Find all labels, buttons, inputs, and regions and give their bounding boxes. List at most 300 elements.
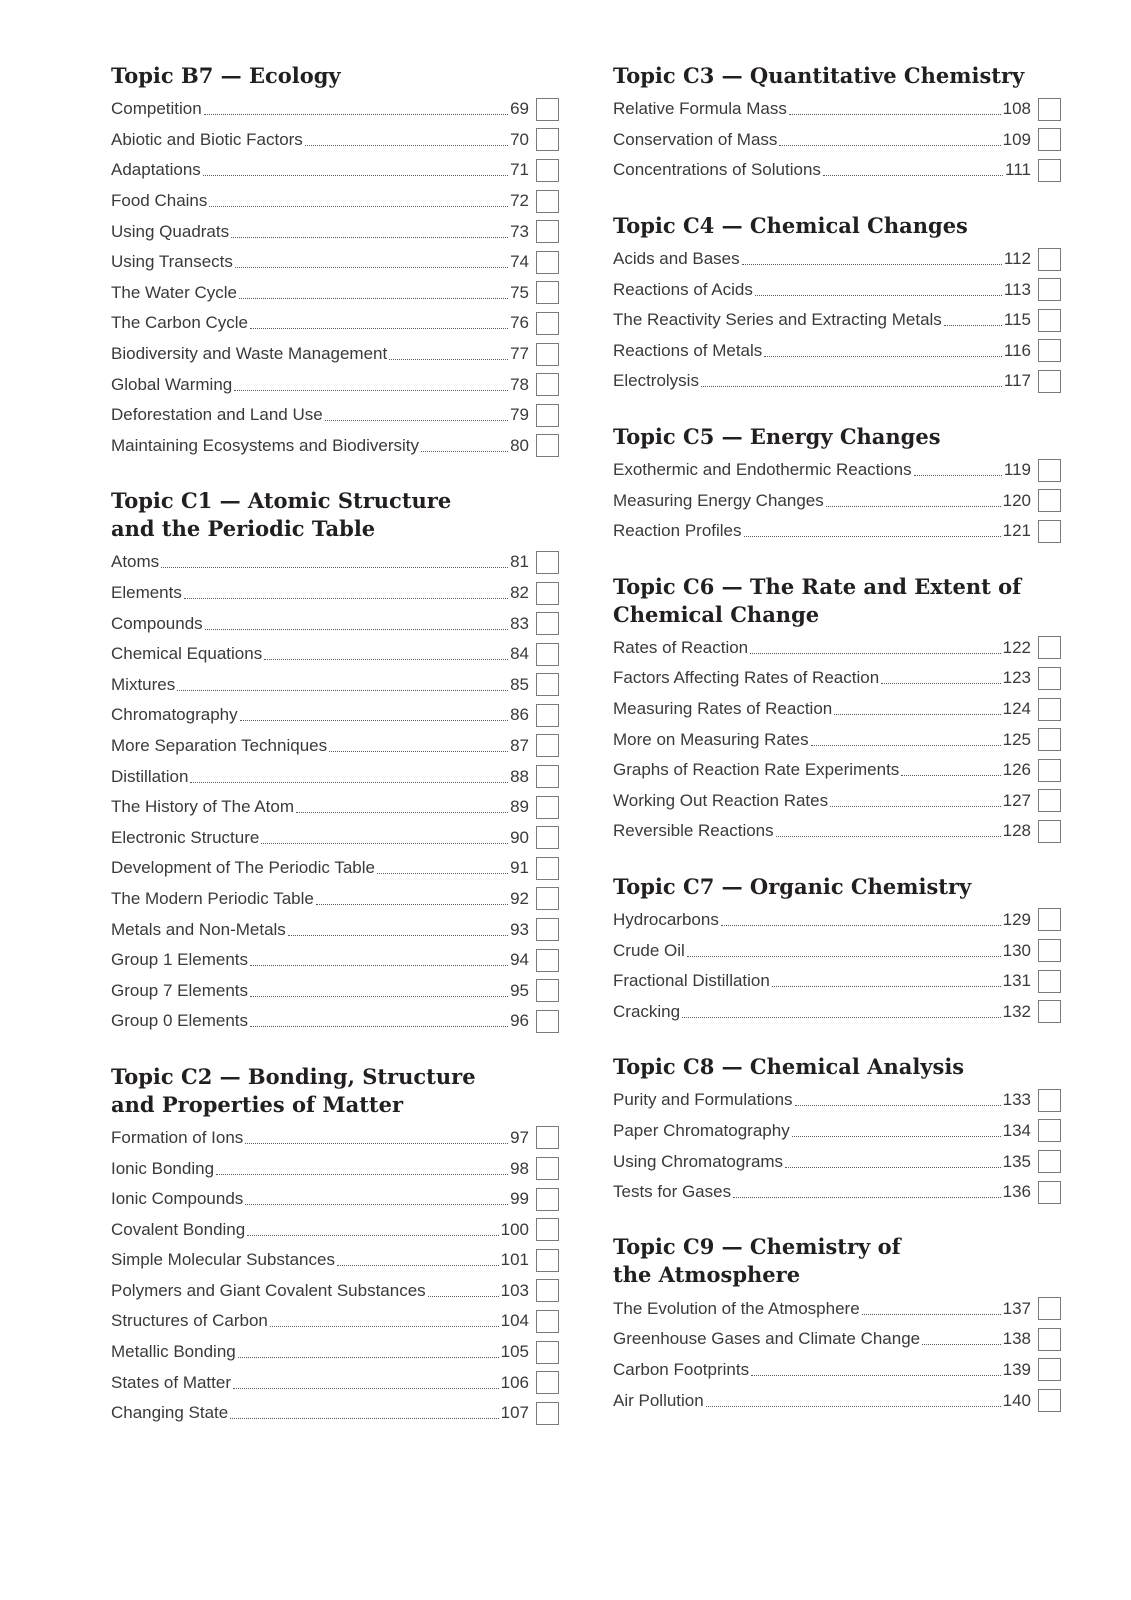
tick-box[interactable] xyxy=(536,128,559,151)
contents-entry-the-carbon-cycle xyxy=(111,308,559,339)
contents-entry-chromatography xyxy=(111,700,559,731)
dot-leader xyxy=(830,805,1001,807)
entry-title: Exothermic and Endothermic Reactions xyxy=(613,460,912,480)
entry-title: Electrolysis xyxy=(613,371,699,391)
tick-box[interactable] xyxy=(536,612,559,635)
contents-entry-purity-and-formulations xyxy=(613,1085,1061,1116)
tick-box[interactable] xyxy=(536,1341,559,1364)
tick-box[interactable] xyxy=(1038,1328,1061,1351)
entry-title: Global Warming xyxy=(111,374,233,394)
page-number: 83 xyxy=(510,613,529,633)
tick-box[interactable] xyxy=(1038,636,1061,659)
dot-leader xyxy=(239,297,508,299)
tick-box[interactable] xyxy=(536,1188,559,1211)
tick-box[interactable] xyxy=(536,551,559,574)
page-number: 87 xyxy=(510,735,529,755)
topic-heading-line: Topic C3 — Quantitative Chemistry xyxy=(613,63,1025,88)
dot-leader xyxy=(329,750,508,752)
page-number: 115 xyxy=(1003,310,1031,330)
dot-leader xyxy=(238,1356,499,1358)
dot-leader xyxy=(755,294,1002,296)
tick-box[interactable] xyxy=(536,979,559,1002)
contents-entry-metals-and-non-metals xyxy=(111,914,559,945)
tick-box[interactable] xyxy=(1038,339,1061,362)
topic-heading-line: Topic C2 — Bonding, Structure xyxy=(111,1063,476,1089)
tick-box[interactable] xyxy=(1038,667,1061,690)
tick-box[interactable] xyxy=(536,673,559,696)
page-number: 121 xyxy=(1002,521,1031,541)
tick-box[interactable] xyxy=(536,734,559,757)
page-number: 129 xyxy=(1002,909,1031,929)
entry-title: Conservation of Mass xyxy=(613,129,778,149)
contents-entry-using-quadrats xyxy=(111,216,559,247)
tick-box[interactable] xyxy=(536,1310,559,1333)
tick-box[interactable] xyxy=(536,796,559,819)
page-number: 72 xyxy=(510,191,529,211)
entry-title: Relative Formula Mass xyxy=(613,99,787,119)
entry-title: Rates of Reaction xyxy=(613,637,749,657)
page-number: 92 xyxy=(510,888,529,908)
topic-heading-line: the Atmosphere xyxy=(613,1262,801,1288)
topic-heading-line: Topic C5 — Energy Changes xyxy=(613,423,941,449)
tick-box[interactable] xyxy=(536,159,559,182)
entry-title: Reversible Reactions xyxy=(613,821,774,841)
page-number: 77 xyxy=(510,344,529,364)
dot-leader xyxy=(337,1264,499,1266)
tick-box[interactable] xyxy=(1038,489,1061,512)
entry-title: Purity and Formulations xyxy=(613,1090,793,1110)
dot-leader xyxy=(250,1025,508,1027)
page-number: 73 xyxy=(510,221,529,241)
topic-heading xyxy=(613,62,1061,90)
entry-title: More on Measuring Rates xyxy=(613,729,809,749)
left-column xyxy=(111,62,559,1455)
entry-title: Structures of Carbon xyxy=(111,1311,268,1331)
contents-entry-reactions-of-acids xyxy=(613,274,1061,305)
entry-title: Adaptations xyxy=(111,160,201,180)
tick-box[interactable] xyxy=(536,857,559,880)
tick-box[interactable] xyxy=(1038,278,1061,301)
page-number: 76 xyxy=(510,313,529,333)
contents-entry-hydrocarbons xyxy=(613,905,1061,936)
contents-entry-fractional-distillation xyxy=(613,966,1061,997)
topic-section xyxy=(613,62,1061,186)
dot-leader xyxy=(264,658,508,660)
tick-box[interactable] xyxy=(1038,1089,1061,1112)
page-number: 106 xyxy=(500,1372,529,1392)
tick-box[interactable] xyxy=(1038,759,1061,782)
tick-box[interactable] xyxy=(1038,159,1061,182)
page-number: 125 xyxy=(1002,729,1031,749)
tick-box[interactable] xyxy=(536,190,559,213)
contents-entry-formation-of-ions xyxy=(111,1123,559,1154)
tick-box[interactable] xyxy=(536,1218,559,1241)
contents-entry-air-pollution xyxy=(613,1385,1061,1416)
contents-entry-greenhouse-gases-and-climate-change xyxy=(613,1324,1061,1355)
contents-entry-using-transects xyxy=(111,247,559,278)
dot-leader xyxy=(733,1196,1001,1198)
entry-title: Deforestation and Land Use xyxy=(111,405,323,425)
contents-entry-rates-of-reaction xyxy=(613,633,1061,664)
tick-box[interactable] xyxy=(1038,1358,1061,1381)
tick-box[interactable] xyxy=(536,434,559,457)
topic-section xyxy=(613,573,1061,847)
dot-leader xyxy=(250,327,508,329)
dot-leader xyxy=(247,1234,498,1236)
dot-leader xyxy=(776,835,1001,837)
dot-leader xyxy=(428,1295,499,1297)
topic-section xyxy=(111,62,559,461)
contents-entry-food-chains xyxy=(111,186,559,217)
tick-box[interactable] xyxy=(536,312,559,335)
page-number: 85 xyxy=(510,674,529,694)
page-number: 120 xyxy=(1002,490,1031,510)
dot-leader xyxy=(421,450,508,452)
topic-section xyxy=(613,1233,1061,1415)
tick-box[interactable] xyxy=(1038,908,1061,931)
entry-title: Fractional Distillation xyxy=(613,971,770,991)
entry-title: Using Transects xyxy=(111,252,233,272)
dot-leader xyxy=(296,811,508,813)
topic-heading xyxy=(111,1063,559,1119)
page-number: 81 xyxy=(510,552,529,572)
dot-leader xyxy=(161,566,508,568)
contents-entry-carbon-footprints xyxy=(613,1355,1061,1386)
tick-box[interactable] xyxy=(536,1279,559,1302)
topic-heading-line: and the Periodic Table xyxy=(111,516,376,542)
dot-leader xyxy=(231,236,508,238)
topic-section xyxy=(613,423,1061,547)
dot-leader xyxy=(785,1166,1001,1168)
entry-title: Formation of Ions xyxy=(111,1127,244,1147)
entry-title: Group 7 Elements xyxy=(111,980,249,1000)
topic-heading xyxy=(613,573,1061,629)
page-number: 82 xyxy=(510,583,529,603)
dot-leader xyxy=(914,474,1002,476)
contents-entry-cracking xyxy=(613,996,1061,1027)
contents-entry-covalent-bonding xyxy=(111,1214,559,1245)
dot-leader xyxy=(687,955,1001,957)
contents-entry-measuring-rates-of-reaction xyxy=(613,694,1061,725)
tick-box[interactable] xyxy=(1038,1119,1061,1142)
entry-title: Maintaining Ecosystems and Biodiversity xyxy=(111,435,420,455)
entry-title: Reactions of Metals xyxy=(613,340,763,360)
dot-leader xyxy=(792,1135,1001,1137)
dot-leader xyxy=(377,872,508,874)
dot-leader xyxy=(744,535,1001,537)
dot-leader xyxy=(270,1325,499,1327)
dot-leader xyxy=(789,113,1001,115)
entry-title: Biodiversity and Waste Management xyxy=(111,344,388,364)
entry-title: Reaction Profiles xyxy=(613,521,742,541)
contents-entry-adaptations xyxy=(111,155,559,186)
dot-leader xyxy=(233,1387,499,1389)
contents-entry-electrolysis xyxy=(613,366,1061,397)
topic-section xyxy=(111,487,559,1037)
tick-box[interactable] xyxy=(1038,1150,1061,1173)
entry-title: Simple Molecular Substances xyxy=(111,1250,335,1270)
tick-box[interactable] xyxy=(536,1157,559,1180)
contents-entry-more-on-measuring-rates xyxy=(613,724,1061,755)
tick-box[interactable] xyxy=(536,765,559,788)
tick-box[interactable] xyxy=(536,251,559,274)
entry-title: Air Pollution xyxy=(613,1390,704,1410)
contents-entry-group-7-elements xyxy=(111,975,559,1006)
tick-box[interactable] xyxy=(1038,820,1061,843)
topic-section xyxy=(613,873,1061,1027)
tick-box[interactable] xyxy=(536,582,559,605)
entry-title: Electronic Structure xyxy=(111,827,260,847)
dot-leader xyxy=(261,842,508,844)
tick-box[interactable] xyxy=(1038,370,1061,393)
page-number: 88 xyxy=(510,766,529,786)
contents-entry-tests-for-gases xyxy=(613,1177,1061,1208)
entry-title: More Separation Techniques xyxy=(111,735,328,755)
dot-leader xyxy=(772,985,1001,987)
entry-title: Development of The Periodic Table xyxy=(111,858,375,878)
contents-entry-changing-state xyxy=(111,1398,559,1429)
page-number: 78 xyxy=(510,374,529,394)
page-number: 99 xyxy=(510,1189,529,1209)
dot-leader xyxy=(325,419,508,421)
tick-box[interactable] xyxy=(1038,1000,1061,1023)
page-number: 138 xyxy=(1002,1329,1031,1349)
topic-heading-line: Topic C9 — Chemistry of xyxy=(613,1234,901,1260)
contents-entry-more-separation-techniques xyxy=(111,731,559,762)
tick-box[interactable] xyxy=(1038,98,1061,121)
dot-leader xyxy=(922,1343,1000,1345)
tick-box[interactable] xyxy=(1038,309,1061,332)
page-number: 139 xyxy=(1002,1359,1031,1379)
page-number: 103 xyxy=(500,1280,529,1300)
page-number: 122 xyxy=(1002,637,1031,657)
entry-title: States of Matter xyxy=(111,1372,231,1392)
entry-title: Concentrations of Solutions xyxy=(613,160,821,180)
dot-leader xyxy=(701,385,1002,387)
topic-heading-line: Topic C6 — The Rate and Extent of xyxy=(613,573,1022,599)
dot-leader xyxy=(209,205,508,207)
entry-title: Measuring Energy Changes xyxy=(613,490,824,510)
entry-title: The Modern Periodic Table xyxy=(111,888,314,908)
dot-leader xyxy=(764,355,1002,357)
tick-box[interactable] xyxy=(1038,728,1061,751)
dot-leader xyxy=(750,652,1000,654)
page-number: 108 xyxy=(1002,99,1031,119)
dot-leader xyxy=(316,903,508,905)
entry-title: Distillation xyxy=(111,766,189,786)
entry-title: The Reactivity Series and Extracting Metals xyxy=(613,310,942,330)
page-number: 100 xyxy=(500,1219,529,1239)
page-number: 136 xyxy=(1002,1182,1031,1202)
tick-box[interactable] xyxy=(536,98,559,121)
page-number: 101 xyxy=(500,1250,529,1270)
page-number: 131 xyxy=(1002,971,1031,991)
topic-section xyxy=(111,1063,559,1429)
entry-title: The Water Cycle xyxy=(111,282,237,302)
dot-leader xyxy=(250,995,508,997)
contents-entry-compounds xyxy=(111,608,559,639)
page-number: 128 xyxy=(1002,821,1031,841)
dot-leader xyxy=(834,713,1000,715)
contents-entry-group-1-elements xyxy=(111,945,559,976)
dot-leader xyxy=(721,924,1001,926)
tick-box[interactable] xyxy=(536,949,559,972)
tick-box[interactable] xyxy=(536,1249,559,1272)
dot-leader xyxy=(682,1016,1001,1018)
entry-title: Hydrocarbons xyxy=(613,909,719,929)
page-number: 113 xyxy=(1003,279,1031,299)
contents-entry-distillation xyxy=(111,761,559,792)
entry-title: Working Out Reaction Rates xyxy=(613,790,829,810)
entry-title: Reactions of Acids xyxy=(613,279,753,299)
topic-heading xyxy=(613,212,1061,240)
page-number: 104 xyxy=(500,1311,529,1331)
page-number: 75 xyxy=(510,282,529,302)
dot-leader xyxy=(389,358,508,360)
tick-box[interactable] xyxy=(536,1371,559,1394)
entry-title: Paper Chromatography xyxy=(613,1120,790,1140)
tick-box[interactable] xyxy=(536,704,559,727)
tick-box[interactable] xyxy=(536,281,559,304)
tick-box[interactable] xyxy=(536,887,559,910)
tick-box[interactable] xyxy=(536,220,559,243)
page-number: 80 xyxy=(510,435,529,455)
contents-entry-exothermic-and-endothermic-reactions xyxy=(613,455,1061,486)
contents-entry-reaction-profiles xyxy=(613,516,1061,547)
contents-entry-deforestation-and-land-use xyxy=(111,400,559,431)
page-number: 74 xyxy=(510,252,529,272)
tick-box[interactable] xyxy=(1038,698,1061,721)
tick-box[interactable] xyxy=(536,1126,559,1149)
contents-entry-abiotic-and-biotic-factors xyxy=(111,125,559,156)
dot-leader xyxy=(190,781,508,783)
dot-leader xyxy=(250,964,508,966)
contents-entry-the-modern-periodic-table xyxy=(111,884,559,915)
tick-box[interactable] xyxy=(536,826,559,849)
contents-entry-group-0-elements xyxy=(111,1006,559,1037)
contents-entry-the-water-cycle xyxy=(111,278,559,309)
tick-box[interactable] xyxy=(536,404,559,427)
entry-title: Acids and Bases xyxy=(613,249,740,269)
contents-entry-competition xyxy=(111,94,559,125)
page-number: 89 xyxy=(510,797,529,817)
page-number: 130 xyxy=(1002,940,1031,960)
tick-box[interactable] xyxy=(536,373,559,396)
page-number: 133 xyxy=(1002,1090,1031,1110)
entry-title: Ionic Compounds xyxy=(111,1189,244,1209)
contents-entry-chemical-equations xyxy=(111,639,559,670)
contents-entry-polymers-and-giant-covalent-substances xyxy=(111,1276,559,1307)
contents-entry-elements xyxy=(111,578,559,609)
tick-box[interactable] xyxy=(536,343,559,366)
dot-leader xyxy=(305,144,508,146)
page-number: 70 xyxy=(510,129,529,149)
page-number: 98 xyxy=(510,1158,529,1178)
page-number: 86 xyxy=(510,705,529,725)
dot-leader xyxy=(901,774,1000,776)
tick-box[interactable] xyxy=(1038,939,1061,962)
tick-box[interactable] xyxy=(1038,970,1061,993)
dot-leader xyxy=(235,266,508,268)
contents-entry-the-history-of-the-atom xyxy=(111,792,559,823)
topic-section xyxy=(613,212,1061,397)
tick-box[interactable] xyxy=(536,918,559,941)
page-number: 69 xyxy=(510,99,529,119)
dot-leader xyxy=(811,744,1001,746)
dot-leader xyxy=(204,113,508,115)
dot-leader xyxy=(862,1313,1001,1315)
topic-heading-line: Topic C8 — Chemical Analysis xyxy=(613,1054,965,1080)
entry-title: Covalent Bonding xyxy=(111,1219,246,1239)
dot-leader xyxy=(779,144,1000,146)
entry-title: Atoms xyxy=(111,552,160,572)
topic-heading-line: Topic B7 — Ecology xyxy=(111,63,341,88)
contents-entry-mixtures xyxy=(111,670,559,701)
tick-box[interactable] xyxy=(536,643,559,666)
contents-entry-states-of-matter xyxy=(111,1367,559,1398)
tick-box[interactable] xyxy=(1038,520,1061,543)
contents-entry-paper-chromatography xyxy=(613,1116,1061,1147)
dot-leader xyxy=(706,1405,1001,1407)
page-number: 124 xyxy=(1002,699,1031,719)
topic-heading-line: Topic C7 — Organic Chemistry xyxy=(613,873,972,899)
dot-leader xyxy=(216,1173,508,1175)
contents-entry-crude-oil xyxy=(613,935,1061,966)
contents-entry-maintaining-ecosystems-and-biodiversity xyxy=(111,431,559,462)
entry-title: Cracking xyxy=(613,1001,681,1021)
topic-heading-line: and Properties of Matter xyxy=(111,1091,404,1117)
tick-box[interactable] xyxy=(1038,248,1061,271)
dot-leader xyxy=(288,934,508,936)
page-number: 84 xyxy=(510,644,529,664)
contents-entry-ionic-bonding xyxy=(111,1153,559,1184)
tick-box[interactable] xyxy=(1038,459,1061,482)
page-number: 127 xyxy=(1002,790,1031,810)
tick-box[interactable] xyxy=(1038,128,1061,151)
page-number: 95 xyxy=(510,980,529,1000)
entry-title: The History of The Atom xyxy=(111,797,294,817)
dot-leader xyxy=(203,174,508,176)
contents-entry-metallic-bonding xyxy=(111,1337,559,1368)
entry-title: The Evolution of the Atmosphere xyxy=(613,1298,860,1318)
topic-heading xyxy=(111,62,559,90)
contents-entry-reactions-of-metals xyxy=(613,336,1061,367)
tick-box[interactable] xyxy=(1038,1297,1061,1320)
entry-title: Polymers and Giant Covalent Substances xyxy=(111,1280,426,1300)
contents-entry-working-out-reaction-rates xyxy=(613,786,1061,817)
page-number: 134 xyxy=(1002,1120,1031,1140)
dot-leader xyxy=(234,389,508,391)
contents-entry-conservation-of-mass xyxy=(613,125,1061,156)
entry-title: Crude Oil xyxy=(613,940,685,960)
dot-leader xyxy=(742,263,1002,265)
tick-box[interactable] xyxy=(1038,1181,1061,1204)
entry-title: Group 1 Elements xyxy=(111,950,249,970)
topic-heading xyxy=(613,1053,1061,1081)
page-number: 137 xyxy=(1002,1298,1031,1318)
page-number: 123 xyxy=(1002,668,1031,688)
contents-entry-simple-molecular-substances xyxy=(111,1245,559,1276)
tick-box[interactable] xyxy=(1038,1389,1061,1412)
page-number: 135 xyxy=(1002,1151,1031,1171)
entry-title: Group 0 Elements xyxy=(111,1011,249,1031)
page-number: 91 xyxy=(510,858,529,878)
tick-box[interactable] xyxy=(536,1010,559,1033)
contents-entry-global-warming xyxy=(111,369,559,400)
tick-box[interactable] xyxy=(536,1402,559,1425)
contents-entry-ionic-compounds xyxy=(111,1184,559,1215)
tick-box[interactable] xyxy=(1038,789,1061,812)
